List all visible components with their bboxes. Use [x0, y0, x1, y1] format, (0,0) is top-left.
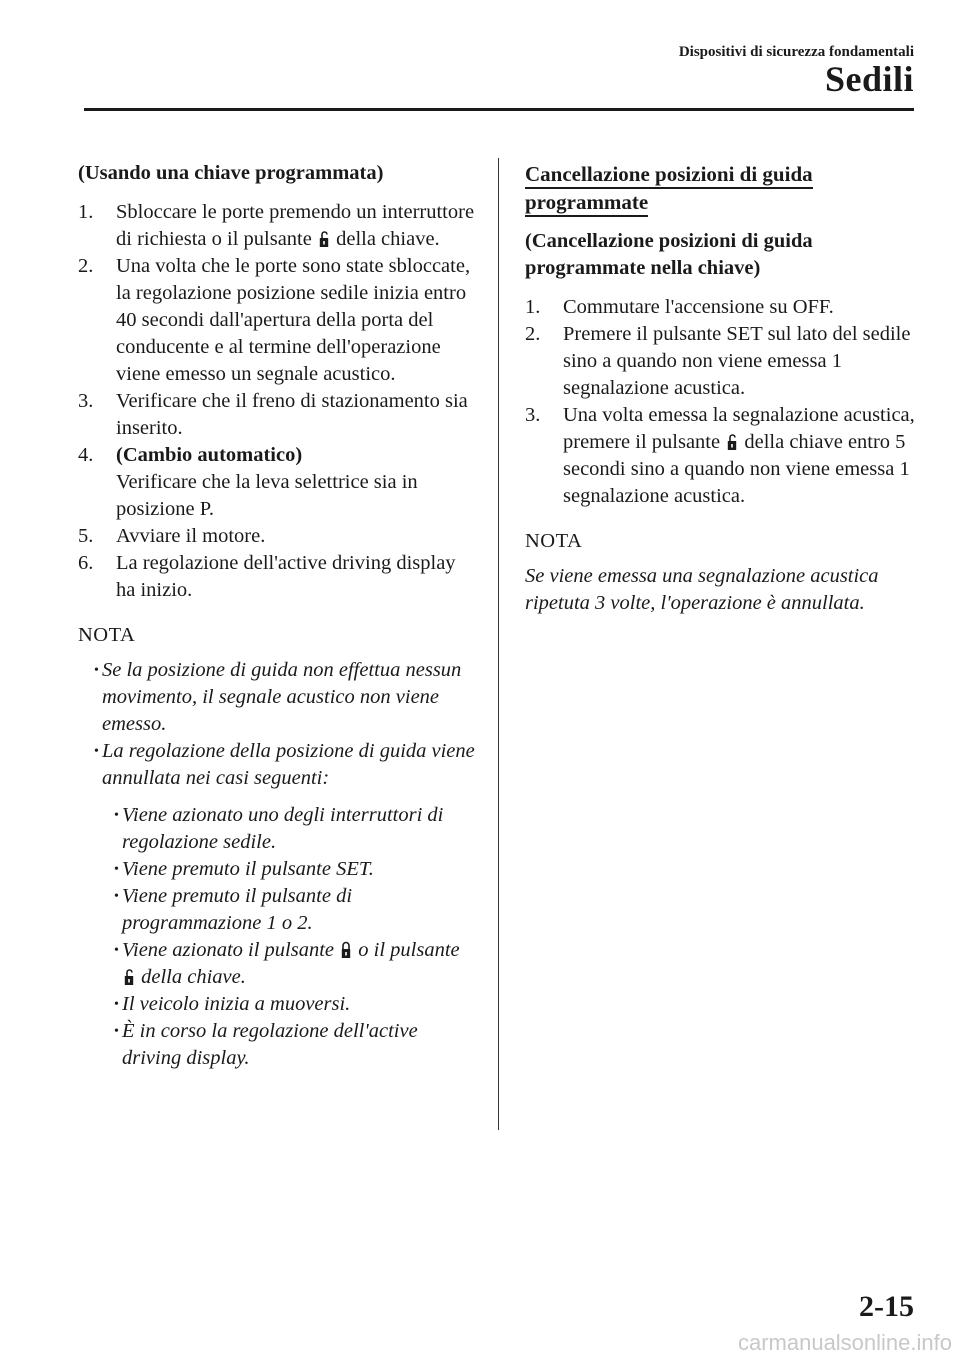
note-sub-bullets — [98, 802, 478, 1072]
right-subhead: (Cancellazione posizioni di guida programmate nella chiave) — [525, 230, 813, 279]
note-label: NOTA — [78, 624, 136, 646]
list-item: • Viene azionato uno degli interruttori di regolazione sedile. — [114, 804, 444, 853]
left-column — [78, 160, 478, 1072]
header-rule — [84, 108, 914, 111]
note-bullets — [78, 657, 478, 792]
right-column — [525, 160, 915, 617]
note-text: Se viene emessa una segnalazione acustica ripetuta 3 volte, l'operazione è annullata. — [525, 565, 879, 614]
right-steps — [525, 294, 915, 510]
unlock-icon — [124, 968, 134, 986]
list-item: • Viene premuto il pulsante di programmazione 1 o 2. — [114, 885, 353, 934]
page-number: 2-15 — [859, 1290, 914, 1323]
list-item: 4. (Cambio automatico) Verificare che la leva selettrice sia in posizione P. — [78, 444, 418, 520]
list-item: 1. Sbloccare le porte premendo un interruttore di richiesta o il pulsante della chiave. — [78, 201, 475, 250]
unlock-icon — [727, 433, 737, 451]
note-label: NOTA — [525, 530, 583, 552]
left-subhead: (Usando una chiave programmata) — [78, 162, 384, 184]
left-steps — [78, 199, 478, 604]
section-heading: Cancellazione posizioni di guida programmate — [525, 160, 915, 216]
unlock-icon — [319, 230, 329, 248]
header-section-label: Dispositivi di sicurezza fondamentali — [678, 44, 914, 60]
list-item: 3. Una volta emessa la segnalazione acustica, premere il pulsante della chiave entro 5 secondi sino a quando non viene emessa 1 segnalazione acustica. — [525, 404, 915, 507]
list-item: 5. Avviare il motore. — [78, 525, 266, 547]
list-item: • Viene azionato il pulsante o il pulsante della chiave. — [114, 939, 460, 988]
list-item: 2. Premere il pulsante SET sul lato del sedile sino a quando non viene emessa 1 segnalazione acustica. — [525, 323, 911, 399]
lock-icon — [341, 941, 351, 959]
column-divider — [498, 158, 499, 1130]
watermark: carmanualsonline.info — [737, 1330, 952, 1355]
list-item: • La regolazione della posizione di guida viene annullata nei casi seguenti: — [94, 740, 475, 789]
list-item: 6. La regolazione dell'active driving display ha inizio. — [78, 552, 456, 601]
list-item: • Viene premuto il pulsante SET. — [114, 858, 374, 880]
list-item: 2. Una volta che le porte sono state sbloccate, la regolazione posizione sedile inizia entro 40 secondi dall'apertura della porta del conducente e al termine dell'operazione viene emesso un segnale acustico. — [78, 255, 471, 385]
list-item: • È in corso la regolazione dell'active driving display. — [114, 1020, 418, 1069]
page-title: Sedili — [824, 59, 914, 99]
list-item: • Se la posizione di guida non effettua nessun movimento, il segnale acustico non viene emesso. — [94, 659, 462, 735]
list-item: 1. Commutare l'accensione su OFF. — [525, 296, 834, 318]
list-item: • Il veicolo inizia a muoversi. — [114, 993, 351, 1015]
list-item: 3. Verificare che il freno di stazionamento sia inserito. — [78, 390, 468, 439]
